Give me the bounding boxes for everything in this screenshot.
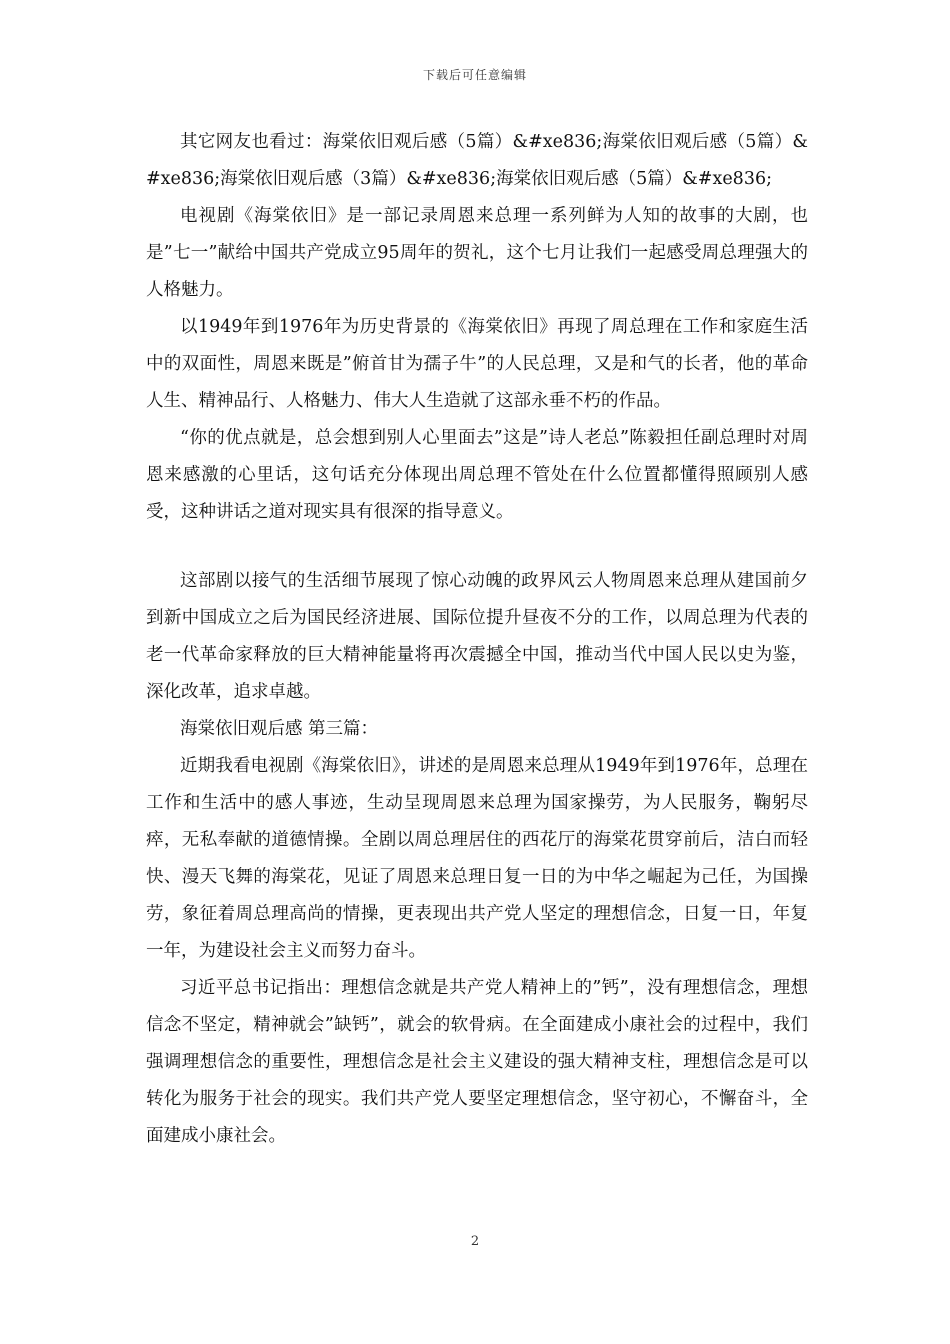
paragraph-related-articles: 其它网友也看过：海棠依旧观后感（5篇）&#xe836;海棠依旧观后感（5篇）&#xe836;海棠依旧观后感（3篇）&#xe836;海棠依旧观后感（5篇）&#xe836; (146, 132, 808, 189)
page-header: 下载后可任意编辑 (422, 68, 527, 82)
paragraph-recent-viewing: 近期我看电视剧《海棠依旧》，讲述的是周恩来总理从1949年到1976年，总理在工作和生活中的感人事迹，生动呈现周恩来总理为国家操劳，为人民服务，鞠躬尽瘁，无私奉献的道德情操。全剧以周总理居住的西花厅的海棠花贯穿前后，洁白而轻快、漫天飞舞的海棠花，见证了周恩来总理日复一日的为中华之崛起为己任，为国操劳，象征着周总理高尚的情操，更表现出共产党人坚定的理想信念，日复一日，年复一年，为建设社会主义而努力奋斗。 (146, 756, 808, 961)
paragraph-quote: “你的优点就是，总会想到别人心里面去”这是”诗人老总”陈毅担任副总理时对周恩来感激的心里话，这句话充分体现出周总理不管处在什么位置都懂得照顾别人感受，这种讲话之道对现实具有很深的指导意义。 (146, 428, 808, 522)
paragraph-ideals: 习近平总书记指出：理想信念就是共产党人精神上的”钙”，没有理想信念，理想信念不坚定，精神就会”缺钙”，就会的软骨病。在全面建成小康社会的过程中，我们强调理想信念的重要性，理想信念是社会主义建设的强大精神支柱，理想信念是可以转化为服务于社会的现实。我们共产党人要坚定理想信念，坚守初心，不懈奋斗，全面建成小康社会。 (146, 978, 808, 1146)
paragraph-intro: 电视剧《海棠依旧》是一部记录周恩来总理一系列鲜为人知的故事的大剧，也是”七一”献给中国共产党成立95周年的贺礼，这个七月让我们一起感受周总理强大的人格魅力。 (146, 206, 808, 300)
paragraph-background: 以1949年到1976年为历史背景的《海棠依旧》再现了周总理在工作和家庭生活中的双面性，周恩来既是”俯首甘为孺子牛”的人民总理，又是和气的长者，他的革命人生、精神品行、人格魅力、伟大人生造就了这部永垂不朽的作品。 (146, 317, 808, 411)
section-heading: 海棠依旧观后感 第三篇： (180, 719, 379, 739)
page-number: 2 (470, 1234, 480, 1249)
paragraph-details: 这部剧以接气的生活细节展现了惊心动魄的政界风云人物周恩来总理从建国前夕到新中国成立之后为国民经济进展、国际位提升昼夜不分的工作，以周总理为代表的老一代革命家释放的巨大精神能量将再次震撼全中国，推动当代中国人民以史为鉴，深化改革，追求卓越。 (146, 571, 808, 702)
document-body (146, 124, 808, 1155)
paragraph-gap (146, 531, 808, 563)
